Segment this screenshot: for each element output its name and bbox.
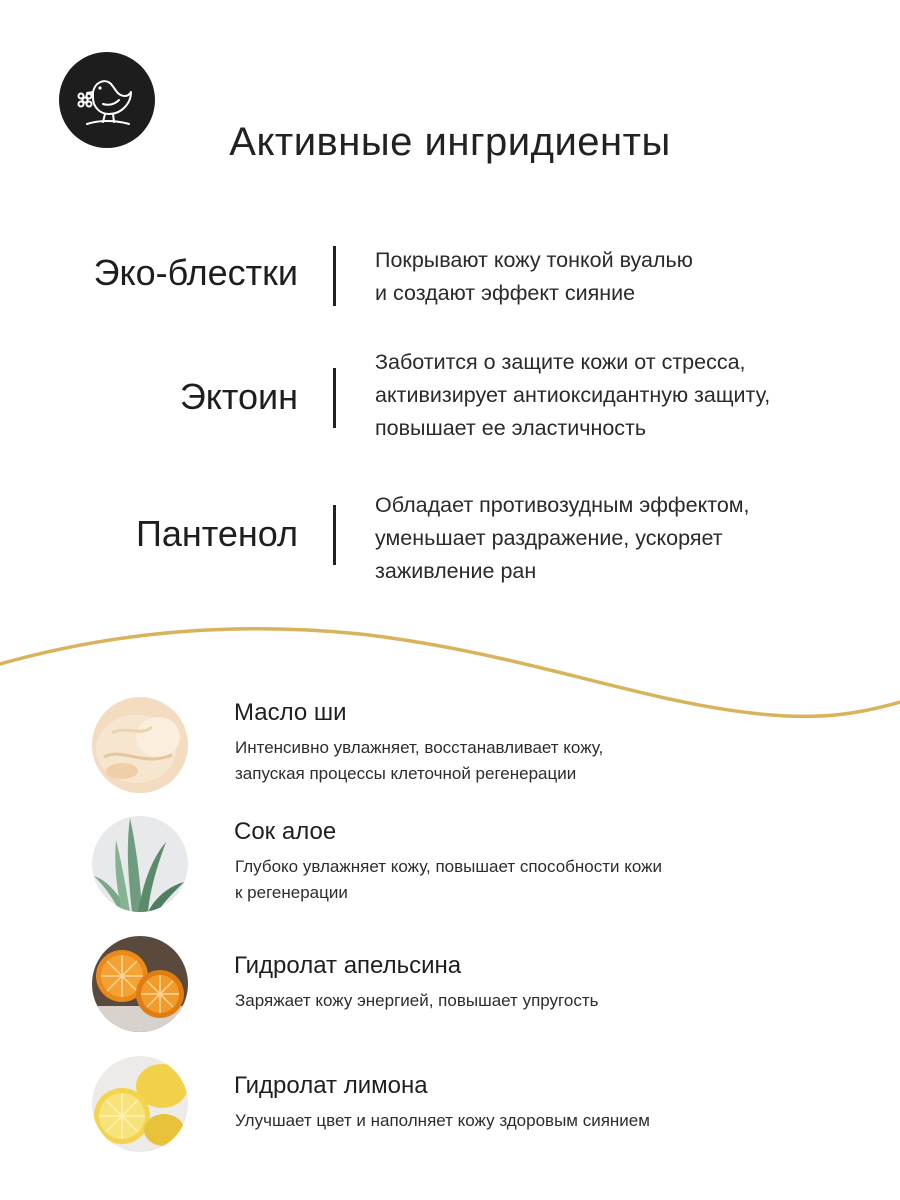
extract-title: Сок алое [234,818,337,845]
ingredient-name: Эктоин [179,376,298,417]
extract-description [235,1108,875,1134]
description-line: Обладает противозудным эффектом, [375,493,750,517]
ingredient-name: Пантенол [136,513,298,554]
extract-description [235,988,875,1014]
description-line: повышает ее эластичность [375,416,647,440]
aloe-leaves-photo [92,816,188,912]
extract-title: Масло ши [234,699,347,726]
ingredient-description [375,244,875,310]
orange-slices-photo [92,936,188,1032]
extract-title: Гидролат апельсина [234,952,462,979]
divider [333,246,336,306]
divider [333,368,336,428]
page-title: Активные ингридиенты [229,120,671,164]
description-line: уменьшает раздражение, ускоряет [375,526,723,550]
description-line: активизирует антиоксидантную защиту, [375,383,771,407]
extract-description [235,735,875,787]
ingredient-description [375,346,875,445]
description-line: запуская процессы клеточной регенерации [235,764,577,783]
description-line: Заряжает кожу энергией, повышает упругость [235,991,599,1010]
ingredient-name: Эко-блестки [93,252,298,293]
description-line: к регенерации [235,883,348,902]
extract-title: Гидролат лимона [234,1072,428,1099]
lemon-halves-photo [92,1056,188,1152]
extract-description [235,854,875,906]
description-line: Улучшает цвет и наполняет кожу здоровым сиянием [235,1111,650,1130]
shea-butter-photo [92,697,188,793]
description-line: заживление ран [375,559,537,583]
description-line: Интенсивно увлажняет, восстанавливает кожу, [235,738,604,757]
ingredient-description [375,489,875,588]
description-line: Заботится о защите кожи от стресса, [375,350,746,374]
description-line: Покрывают кожу тонкой вуалью [375,248,693,272]
description-line: и создают эффект сияние [375,281,636,305]
description-line: Глубоко увлажняет кожу, повышает способности кожи [235,857,662,876]
divider [333,505,336,565]
